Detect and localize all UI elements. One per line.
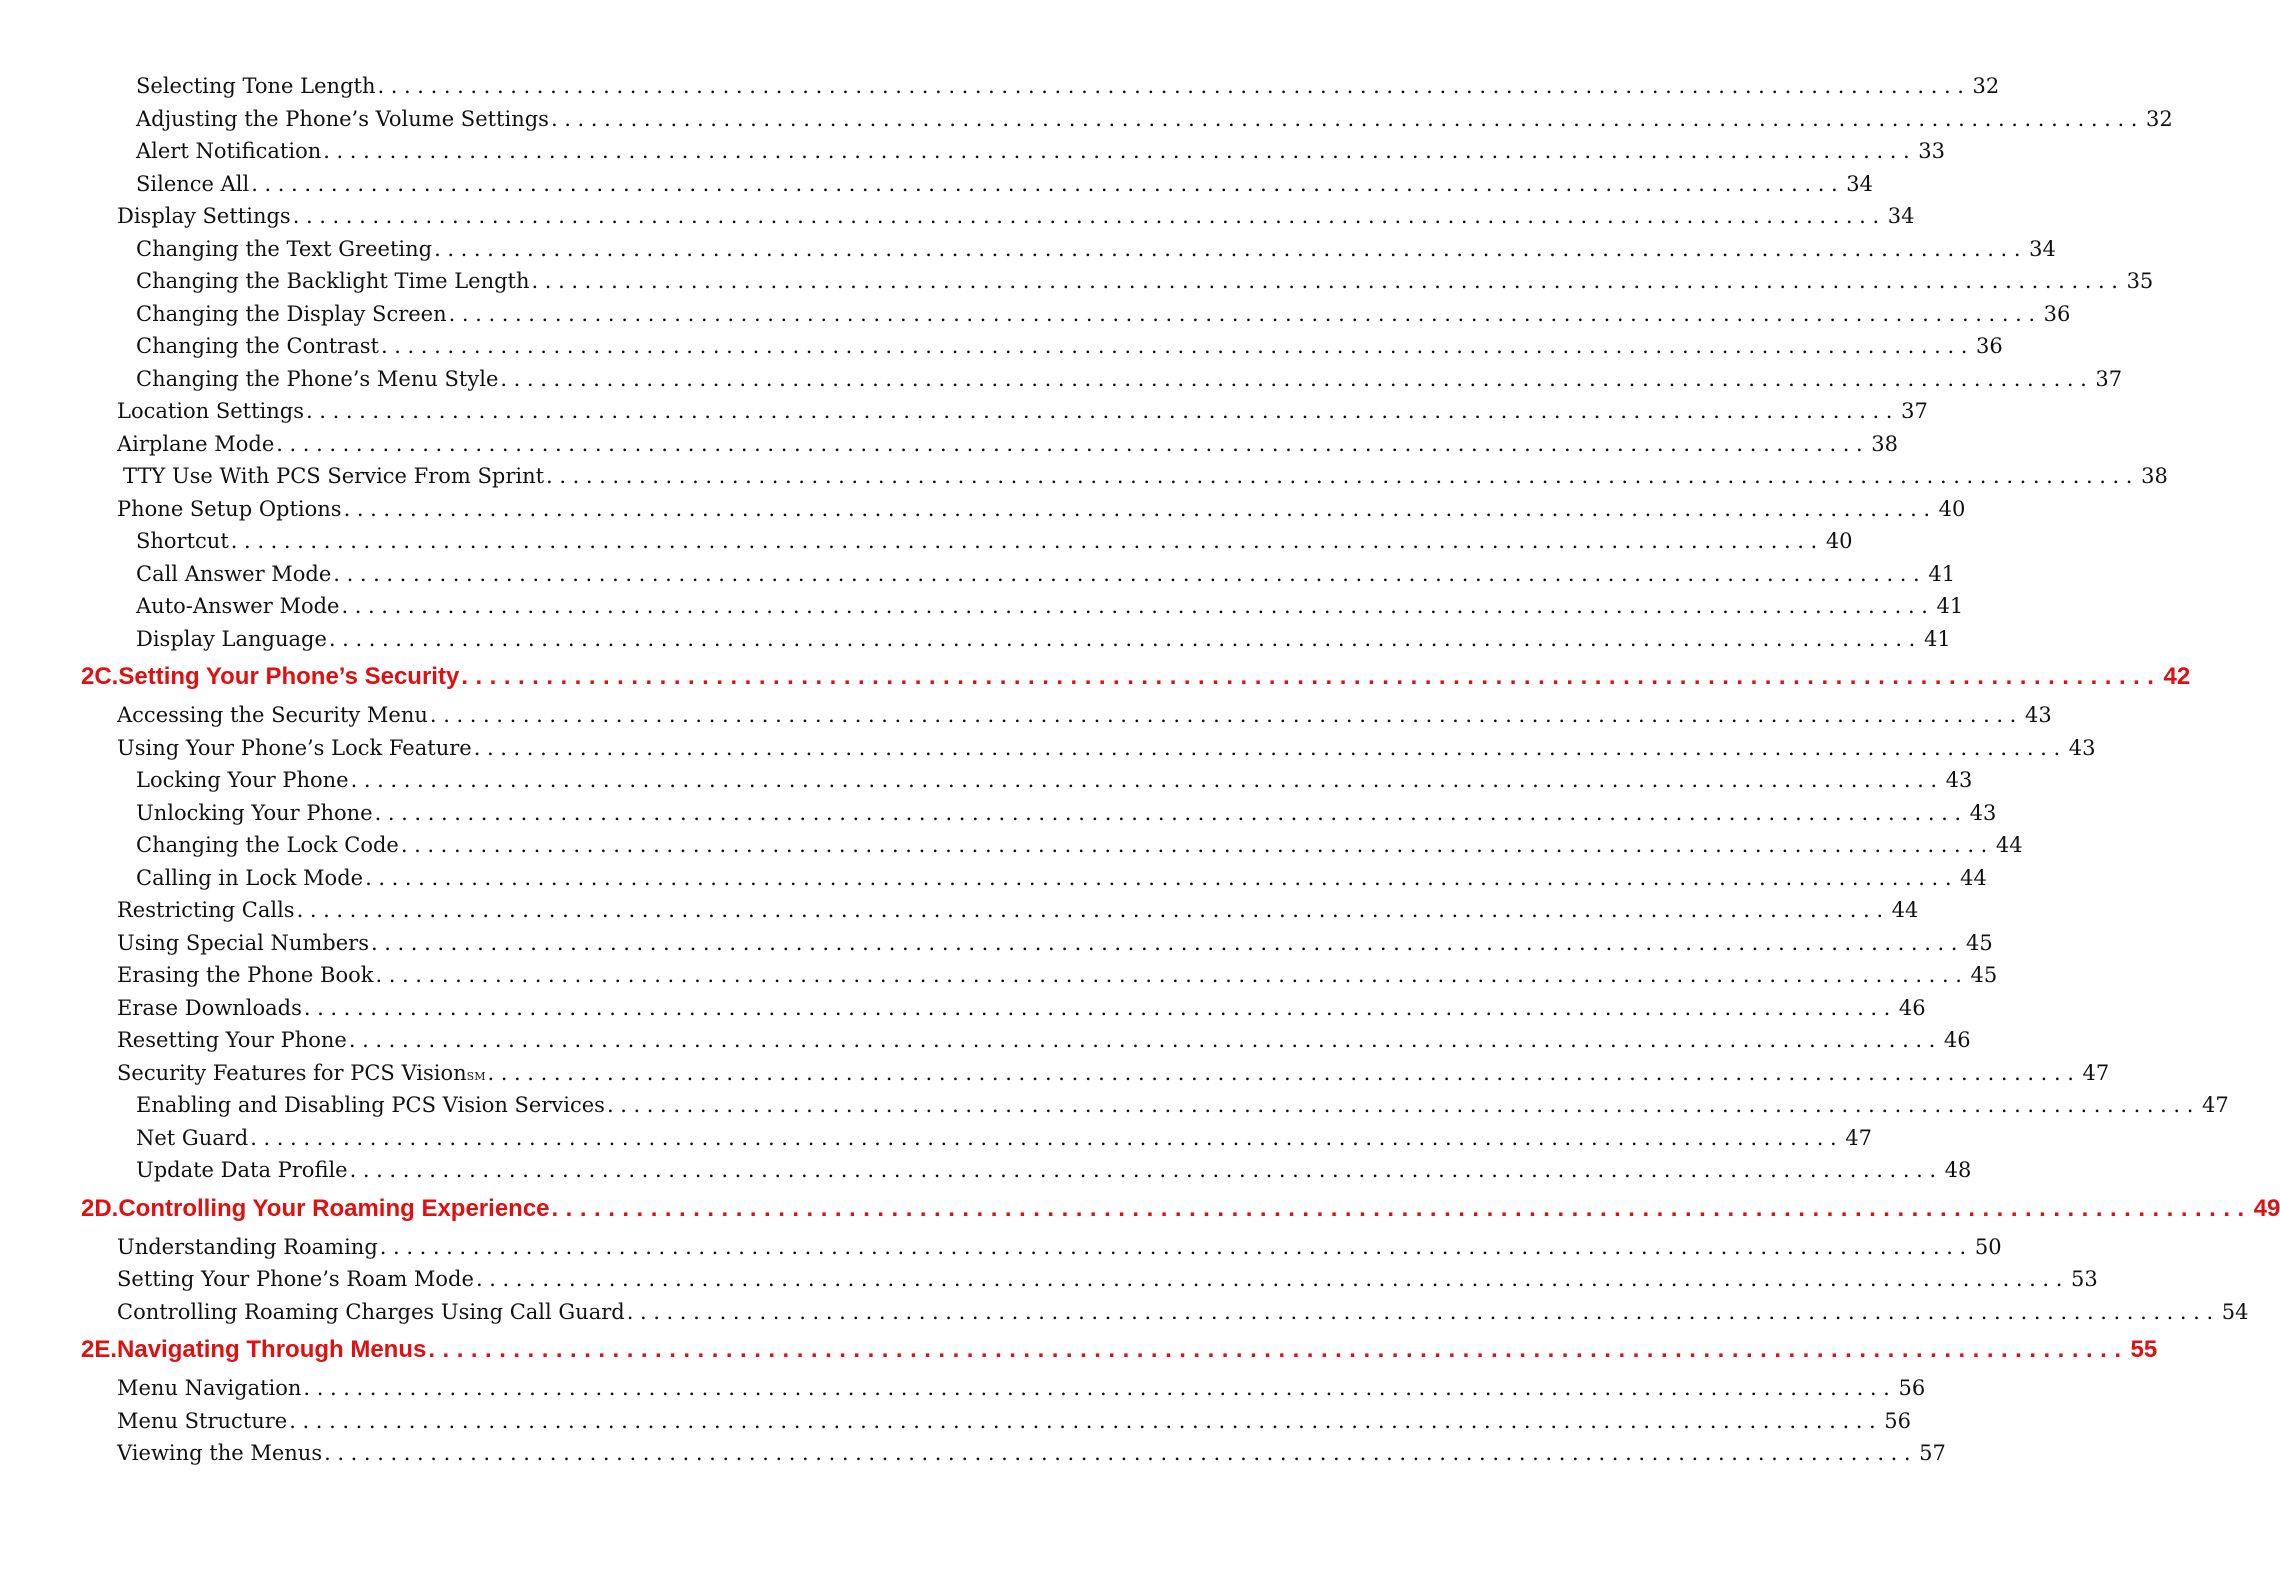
table-of-contents bbox=[0, 70, 2280, 1470]
toc-page-number: 38 bbox=[2141, 464, 2168, 488]
toc-page-number: 34 bbox=[1846, 171, 1874, 196]
toc-entry[interactable] bbox=[117, 1405, 1912, 1438]
dot-leader: ........................................................................................................................ bbox=[429, 703, 2023, 727]
toc-page-number: 49 bbox=[2253, 1194, 2280, 1222]
toc-entry[interactable] bbox=[136, 168, 1874, 201]
toc-entry-title: 2E.Navigating Through Menus bbox=[81, 1336, 427, 1363]
toc-entry-title: Calling in Lock Mode bbox=[136, 865, 364, 890]
toc-entry-title: Changing the Backlight Time Length bbox=[136, 269, 530, 293]
toc-entry-title: 2C.Setting Your Phone’s Security bbox=[81, 663, 460, 690]
toc-page-number: 37 bbox=[1901, 399, 1928, 423]
dot-leader: ........................................................................................................................ bbox=[343, 496, 1937, 521]
dot-leader: ........................................................................................................................ bbox=[434, 236, 2028, 261]
dot-leader: ........................................................................................................................ bbox=[551, 1194, 2252, 1222]
dot-leader: ........................................................................................................................ bbox=[328, 626, 1922, 651]
dot-leader: ........................................................................................................................ bbox=[350, 768, 1944, 792]
toc-entry[interactable] bbox=[136, 103, 2173, 136]
toc-entry[interactable] bbox=[117, 1437, 1946, 1470]
toc-entry-title: Changing the Display Screen bbox=[136, 301, 447, 326]
toc-entry-title: Location Settings bbox=[117, 399, 305, 423]
dot-leader: ........................................................................................................................ bbox=[546, 464, 2140, 488]
dot-leader: ........................................................................................................................ bbox=[487, 1060, 2081, 1085]
toc-page-number: 43 bbox=[1969, 800, 1997, 825]
toc-entry[interactable] bbox=[117, 894, 1919, 927]
dot-leader: ........................................................................................................................ bbox=[365, 865, 1959, 890]
dot-leader: ........................................................................................................................ bbox=[606, 1093, 2200, 1117]
toc-page-number: 40 bbox=[1938, 496, 1966, 521]
toc-entry-title: Changing the Lock Code bbox=[136, 833, 399, 857]
toc-entry[interactable] bbox=[136, 1154, 1972, 1187]
dot-leader: ........................................................................................................................ bbox=[349, 1158, 1943, 1182]
toc-entry-title: Viewing the Menus bbox=[117, 1441, 323, 1465]
toc-entry[interactable] bbox=[117, 200, 1915, 233]
toc-entry[interactable] bbox=[136, 623, 1951, 656]
toc-entry[interactable] bbox=[117, 1372, 1926, 1405]
toc-page-number: 41 bbox=[1936, 594, 1964, 618]
toc-entry-title: Adjusting the Phone’s Volume Settings bbox=[136, 106, 549, 131]
toc-page-number: 37 bbox=[2095, 366, 2123, 391]
toc-page-number: 46 bbox=[1943, 1028, 1971, 1052]
toc-entry[interactable] bbox=[117, 732, 2096, 765]
toc-page-number: 45 bbox=[1970, 963, 1998, 987]
dot-leader: ........................................................................................................................ bbox=[475, 1267, 2069, 1291]
toc-page-number: 44 bbox=[1995, 833, 2023, 857]
toc-entry[interactable] bbox=[136, 764, 1973, 797]
toc-entry[interactable] bbox=[136, 862, 1987, 895]
toc-page-number: 56 bbox=[1884, 1408, 1912, 1433]
dot-leader: ........................................................................................................................ bbox=[370, 930, 1965, 955]
toc-entry[interactable] bbox=[117, 927, 1993, 960]
dot-leader: ........................................................................................................................ bbox=[428, 1336, 2129, 1363]
toc-entry[interactable] bbox=[136, 330, 2003, 363]
toc-entry[interactable] bbox=[136, 233, 2056, 266]
toc-entry[interactable] bbox=[117, 493, 1966, 526]
toc-page-number: 38 bbox=[1871, 431, 1899, 456]
toc-entry[interactable] bbox=[136, 797, 1997, 830]
dot-leader: ........................................................................................................................ bbox=[461, 663, 2162, 690]
toc-entry-title: Security Features for PCS Vision bbox=[117, 1060, 467, 1085]
dot-leader: ........................................................................................................................ bbox=[348, 1028, 1942, 1052]
toc-entry[interactable] bbox=[117, 959, 1998, 992]
dot-leader: ........................................................................................................................ bbox=[531, 269, 2125, 293]
toc-entry-title: Silence All bbox=[136, 171, 250, 196]
toc-page-number: 44 bbox=[1891, 898, 1919, 922]
dot-leader: ........................................................................................................................ bbox=[296, 898, 1890, 922]
toc-page-number: 41 bbox=[1923, 626, 1951, 651]
toc-entry[interactable] bbox=[136, 70, 2000, 103]
toc-entry-title: Net Guard bbox=[136, 1125, 249, 1150]
dot-leader: ........................................................................................................................ bbox=[375, 963, 1969, 987]
toc-page-number: 41 bbox=[1928, 561, 1956, 586]
toc-page-number: 55 bbox=[2130, 1336, 2158, 1363]
dot-leader: ........................................................................................................................ bbox=[289, 1408, 1883, 1433]
dot-leader: ........................................................................................................................ bbox=[379, 1234, 1973, 1259]
toc-page-number: 35 bbox=[2126, 269, 2154, 293]
dot-leader: ........................................................................................................................ bbox=[292, 204, 1886, 228]
toc-page-number: 42 bbox=[2163, 663, 2191, 690]
toc-page-number: 57 bbox=[1919, 1441, 1946, 1465]
toc-entry-title: Restricting Calls bbox=[117, 898, 295, 922]
toc-entry-title: Alert Notification bbox=[136, 139, 322, 163]
toc-entry[interactable] bbox=[136, 525, 1853, 558]
toc-entry-title: Changing the Text Greeting bbox=[136, 236, 433, 261]
dot-leader: ........................................................................................................................ bbox=[324, 1441, 1918, 1465]
dot-leader: ........................................................................................................................ bbox=[251, 171, 1845, 196]
toc-entry[interactable] bbox=[117, 1024, 1971, 1057]
toc-entry-title: Erasing the Phone Book bbox=[117, 963, 374, 987]
toc-entry[interactable] bbox=[117, 395, 1928, 428]
toc-entry-title: Setting Your Phone’s Roam Mode bbox=[117, 1267, 474, 1291]
toc-entry-title: Using Special Numbers bbox=[117, 930, 369, 955]
toc-entry[interactable] bbox=[117, 1263, 2098, 1296]
toc-entry[interactable] bbox=[136, 265, 2154, 298]
toc-entry-title: Erase Downloads bbox=[117, 995, 302, 1020]
dot-leader: ........................................................................................................................ bbox=[374, 800, 1968, 825]
toc-page-number: 54 bbox=[2221, 1299, 2249, 1324]
toc-page-number: 32 bbox=[2146, 106, 2173, 131]
toc-page-number: 47 bbox=[2082, 1060, 2110, 1085]
toc-entry-title: Call Answer Mode bbox=[136, 561, 332, 586]
toc-entry-title: Airplane Mode bbox=[117, 431, 275, 456]
toc-page-number: 32 bbox=[1972, 74, 2000, 98]
dot-leader: ........................................................................................................................ bbox=[380, 334, 1975, 358]
toc-page-number: 45 bbox=[1966, 930, 1993, 955]
dot-leader: ........................................................................................................................ bbox=[303, 1376, 1897, 1400]
toc-entry[interactable] bbox=[136, 558, 1956, 591]
toc-page-number: 48 bbox=[1944, 1158, 1972, 1182]
toc-page-number: 56 bbox=[1898, 1376, 1926, 1400]
toc-entry[interactable] bbox=[117, 1231, 2002, 1264]
toc-page-number: 43 bbox=[2024, 703, 2052, 727]
dot-leader: ........................................................................................................................ bbox=[473, 735, 2067, 760]
dot-leader: ........................................................................................................................ bbox=[400, 833, 1994, 857]
toc-entry[interactable] bbox=[136, 298, 2071, 331]
toc-entry[interactable] bbox=[123, 460, 2168, 493]
toc-entry[interactable] bbox=[136, 135, 1946, 168]
toc-page-number: 36 bbox=[2043, 301, 2071, 326]
toc-page-number: 34 bbox=[2029, 236, 2056, 261]
toc-entry-title: Update Data Profile bbox=[136, 1158, 348, 1182]
toc-section-heading[interactable] bbox=[81, 1328, 2158, 1372]
dot-leader: ........................................................................................................................ bbox=[500, 366, 2094, 391]
toc-entry-title: Changing the Contrast bbox=[136, 334, 379, 358]
dot-leader: ........................................................................................................................ bbox=[377, 74, 1971, 98]
toc-entry[interactable] bbox=[136, 829, 2023, 862]
toc-entry[interactable] bbox=[117, 992, 1926, 1025]
toc-entry[interactable]: Security Features for PCS Vision SM ........................................................................................................................ 47 bbox=[117, 1057, 838, 1090]
toc-entry-title: Display Language bbox=[136, 626, 327, 651]
toc-entry-title: Display Settings bbox=[117, 204, 291, 228]
toc-entry-title: Locking Your Phone bbox=[136, 768, 349, 792]
toc-entry[interactable] bbox=[136, 1122, 1872, 1155]
toc-entry-title: Selecting Tone Length bbox=[136, 74, 376, 98]
dot-leader: ........................................................................................................................ bbox=[230, 529, 1824, 553]
toc-page-number: 34 bbox=[1887, 204, 1915, 228]
toc-entry-title: Menu Navigation bbox=[117, 1376, 302, 1400]
toc-section-heading[interactable] bbox=[81, 655, 2191, 699]
toc-page-number: 36 bbox=[1976, 334, 2003, 358]
toc-entry-title: Controlling Roaming Charges Using Call Guard bbox=[117, 1299, 625, 1324]
toc-entry-title: Resetting Your Phone bbox=[117, 1028, 347, 1052]
toc-page-number: 43 bbox=[2068, 735, 2096, 760]
toc-entry-title: Shortcut bbox=[136, 529, 229, 553]
toc-page-number: 50 bbox=[1974, 1234, 2002, 1259]
toc-entry-title: Auto-Answer Mode bbox=[136, 594, 340, 618]
toc-entry[interactable] bbox=[117, 699, 2052, 732]
toc-page-number: 47 bbox=[2201, 1093, 2229, 1117]
toc-page-number: 43 bbox=[1945, 768, 1973, 792]
toc-entry[interactable] bbox=[117, 428, 1899, 461]
dot-leader: ........................................................................................................................ bbox=[550, 106, 2145, 131]
toc-section-heading[interactable] bbox=[81, 1187, 2280, 1231]
toc-page-number: 53 bbox=[2070, 1267, 2098, 1291]
dot-leader: ........................................................................................................................ bbox=[250, 1125, 1844, 1150]
toc-entry-title: Understanding Roaming bbox=[117, 1234, 378, 1259]
toc-entry[interactable] bbox=[136, 363, 2123, 396]
toc-entry-title: Using Your Phone’s Lock Feature bbox=[117, 735, 472, 760]
toc-page-number: 44 bbox=[1960, 865, 1987, 890]
toc-entry-title: 2D.Controlling Your Roaming Experience bbox=[81, 1194, 550, 1222]
toc-page-number: 46 bbox=[1898, 995, 1926, 1020]
toc-entry-title: Unlocking Your Phone bbox=[136, 800, 373, 825]
toc-entry-title: Accessing the Security Menu bbox=[117, 703, 428, 727]
toc-entry[interactable] bbox=[117, 1296, 2249, 1329]
dot-leader: ........................................................................................................................ bbox=[303, 995, 1897, 1020]
toc-page-number: 40 bbox=[1825, 529, 1853, 553]
dot-leader: ........................................................................................................................ bbox=[448, 301, 2042, 326]
dot-leader: ........................................................................................................................ bbox=[323, 139, 1917, 163]
dot-leader: ........................................................................................................................ bbox=[341, 594, 1935, 618]
toc-entry-title: TTY Use With PCS Service From Sprint bbox=[123, 464, 545, 488]
toc-page-number: 33 bbox=[1918, 139, 1946, 163]
toc-entry-title: Changing the Phone’s Menu Style bbox=[136, 366, 499, 391]
toc-entry[interactable] bbox=[136, 590, 1964, 623]
toc-page-number: 47 bbox=[1845, 1125, 1872, 1150]
toc-entry[interactable] bbox=[136, 1089, 2229, 1122]
dot-leader: ........................................................................................................................ bbox=[626, 1299, 2220, 1324]
toc-entry-title: Enabling and Disabling PCS Vision Services bbox=[136, 1093, 605, 1117]
toc-entry-title: Menu Structure bbox=[117, 1408, 288, 1433]
dot-leader: ........................................................................................................................ bbox=[333, 561, 1927, 586]
toc-entry-title: Phone Setup Options bbox=[117, 496, 342, 521]
dot-leader: ........................................................................................................................ bbox=[276, 431, 1870, 456]
dot-leader: ........................................................................................................................ bbox=[306, 399, 1900, 423]
